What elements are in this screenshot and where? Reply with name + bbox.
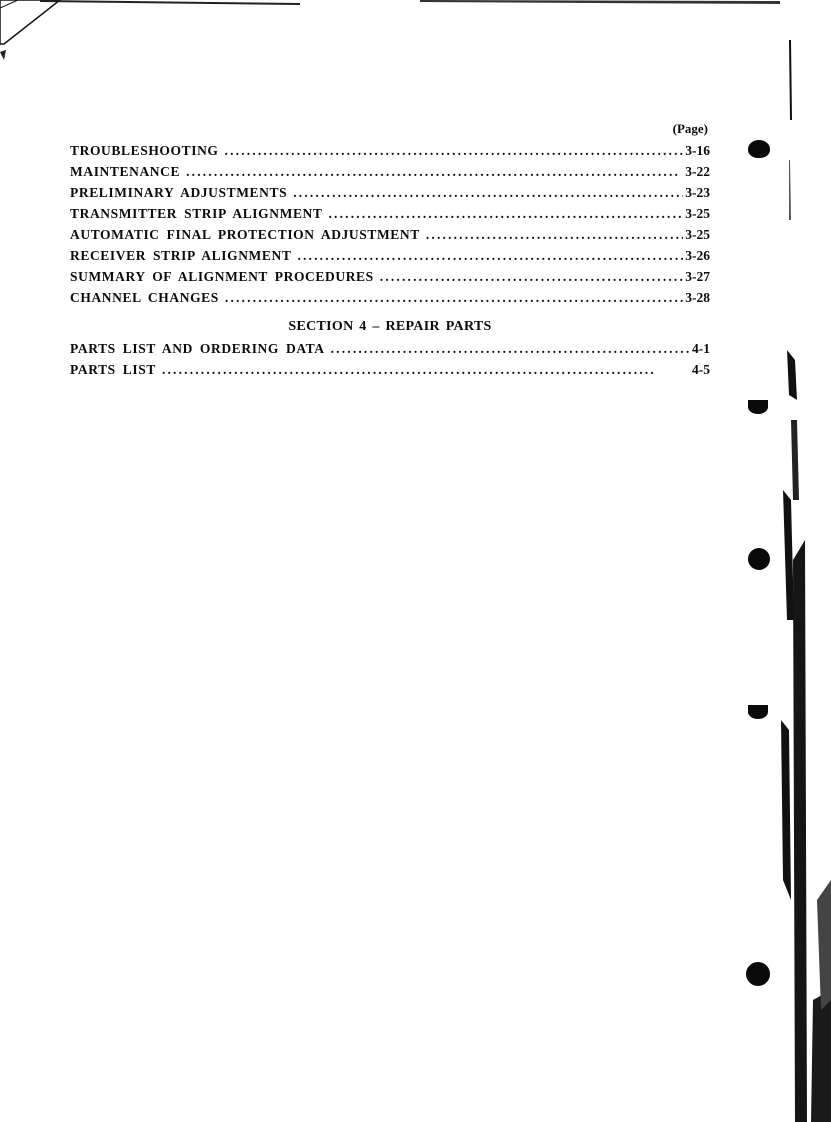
top-edge-shadow xyxy=(0,0,831,8)
folded-corner-mark xyxy=(0,0,110,80)
toc-entry-title: TROUBLESHOOTING xyxy=(70,143,219,158)
dot-leader xyxy=(186,161,683,182)
toc-entry[interactable] xyxy=(70,338,710,359)
toc-entry-page: 3-22 xyxy=(685,164,710,179)
dot-leader xyxy=(225,287,683,308)
toc-entry[interactable] xyxy=(70,359,710,380)
binder-hole-mark xyxy=(748,140,770,158)
toc-entry-page: 3-26 xyxy=(685,248,710,263)
toc-entry-page: 3-25 xyxy=(685,227,710,242)
dot-leader xyxy=(225,140,684,161)
table-of-contents xyxy=(70,118,710,380)
toc-entry-title: SUMMARY OF ALIGNMENT PROCEDURES xyxy=(70,269,374,284)
toc-entry-page: 4-1 xyxy=(692,341,710,356)
toc-entry[interactable] xyxy=(70,203,710,224)
page-column-heading: (Page) xyxy=(672,121,708,136)
dot-leader xyxy=(329,203,684,224)
toc-entry-title: PRELIMINARY ADJUSTMENTS xyxy=(70,185,288,200)
toc-entry-title: MAINTENANCE xyxy=(70,164,181,179)
toc-entry-page: 3-27 xyxy=(685,269,710,284)
binder-hole-mark xyxy=(748,705,768,719)
toc-entry[interactable] xyxy=(70,245,710,266)
toc-entry-title: AUTOMATIC FINAL PROTECTION ADJUSTMENT xyxy=(70,227,420,242)
toc-entry-title: RECEIVER STRIP ALIGNMENT xyxy=(70,248,292,263)
toc-entry[interactable] xyxy=(70,224,710,245)
toc-entry[interactable] xyxy=(70,161,710,182)
toc-entry-title: TRANSMITTER STRIP ALIGNMENT xyxy=(70,206,323,221)
toc-entry-page: 3-25 xyxy=(685,206,710,221)
toc-entry-title: PARTS LIST AND ORDERING DATA xyxy=(70,341,325,356)
toc-entry-page: 3-28 xyxy=(685,290,710,305)
dot-leader xyxy=(293,182,683,203)
dot-leader xyxy=(162,359,690,380)
binder-hole-mark xyxy=(748,548,770,570)
toc-entry-page: 3-23 xyxy=(685,185,710,200)
dot-leader xyxy=(331,338,690,359)
toc-entry[interactable] xyxy=(70,287,710,308)
toc-entry-page: 4-5 xyxy=(692,362,710,377)
dot-leader xyxy=(426,224,683,245)
dot-leader xyxy=(380,266,683,287)
toc-entry-title: CHANNEL CHANGES xyxy=(70,290,219,305)
toc-entry[interactable] xyxy=(70,182,710,203)
binder-hole-mark xyxy=(748,400,768,414)
toc-entry-title: PARTS LIST xyxy=(70,362,156,377)
binder-hole-mark xyxy=(746,962,770,986)
right-edge-shadow xyxy=(761,0,831,1122)
dot-leader xyxy=(297,245,683,266)
section-heading: SECTION 4 – REPAIR PARTS xyxy=(288,319,492,334)
toc-entry[interactable] xyxy=(70,266,710,287)
toc-entry-page: 3-16 xyxy=(685,143,710,158)
toc-entry[interactable] xyxy=(70,140,710,161)
